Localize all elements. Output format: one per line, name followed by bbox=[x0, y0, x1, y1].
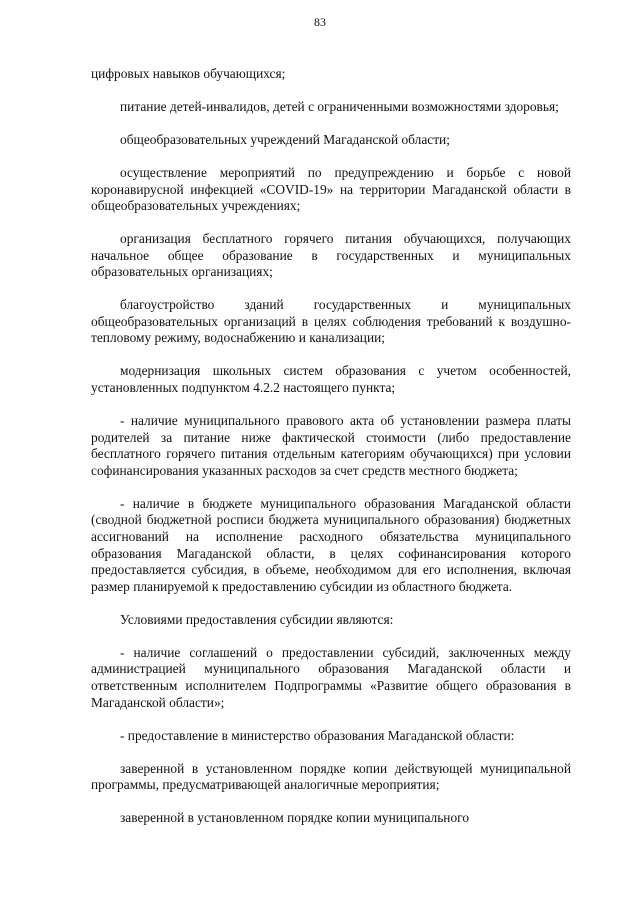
paragraph: - наличие соглашений о предоставлении субсидий, заключенных между администрацией муниципального образования Магаданской области и ответственным исполнителем Подпрограммы «Развитие общего образования в Магаданской области»; bbox=[91, 644, 571, 710]
paragraph: - предоставление в министерство образования Магаданской области: bbox=[120, 727, 515, 743]
paragraph: благоустройство зданий государственных и муниципальных общеобразовательных организаций в целях соблюдения требований к воздушно-тепловому режиму, водоснабжению и канализации; bbox=[91, 297, 571, 346]
paragraph: - наличие в бюджете муниципального образования Магаданской области (сводной бюджетной росписи бюджета муниципального образования) бюджетных ассигнований на исполнение расходного обязательства муниципального образования Магаданской области, в целях софинансирования которого предоставляется субсидия, в объеме, необходимом для его исполнения, включая размер планируемой к предоставлению субсидии из областного бюджета. bbox=[91, 495, 571, 594]
paragraph: осуществление мероприятий по предупреждению и борьбе с новой коронавирусной инфекцией «COVID-19» на территории Магаданской области в общеобразовательных учреждениях; bbox=[91, 164, 571, 214]
paragraph: Условиями предоставления субсидии являются: bbox=[120, 611, 394, 627]
paragraph: модернизация школьных систем образования с учетом особенностей, установленных подпунктом 4.2.2 настоящего пункта; bbox=[91, 363, 571, 396]
paragraph: заверенной в установленном порядке копии муниципального bbox=[120, 810, 470, 826]
paragraph: - наличие муниципального правового акта об установлении размера платы родителей за питание ниже фактической стоимости (либо предоставление бесплатного горячего питания отдельным категориям обучающихся) при условии софинансирования указанных расходов за счет средств местного бюджета; bbox=[91, 413, 571, 478]
paragraph: питание детей-инвалидов, детей с ограниченными возможностями здоровья; bbox=[120, 98, 559, 114]
paragraph: цифровых навыков обучающихся; bbox=[91, 66, 286, 81]
document-body bbox=[91, 66, 571, 843]
paragraph: организация бесплатного горячего питания обучающихся, получающих начальное общее образование в государственных и муниципальных образовательных организациях; bbox=[91, 231, 571, 280]
paragraph: заверенной в установленном порядке копии действующей муниципальной программы, предусматривающей аналогичные мероприятия; bbox=[91, 760, 571, 793]
paragraph: общеобразовательных учреждений Магаданской области; bbox=[120, 131, 450, 147]
page-number: 83 bbox=[314, 15, 326, 29]
